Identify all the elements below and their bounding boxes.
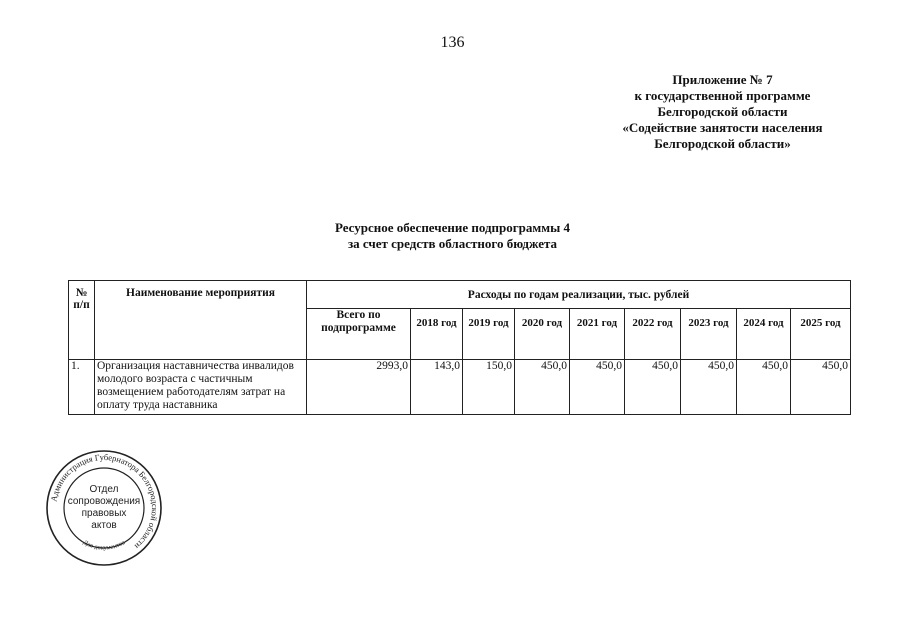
title-line: за счет средств областного бюджета xyxy=(347,236,558,251)
title-line: Ресурсное обеспечение подпрограммы 4 xyxy=(334,220,571,235)
row-value: 450,0 xyxy=(515,360,570,415)
header-year: 2022 год xyxy=(625,309,681,360)
row-name: Организация наставничества инвалидов молодого возраста с частичным возмещением работодателям затрат на оплату труда наставника xyxy=(95,360,307,415)
stamp-center-line: сопровождения xyxy=(67,496,141,507)
appendix-header xyxy=(560,72,885,152)
appendix-line: к государственной программе xyxy=(634,88,811,103)
row-total: 2993,0 xyxy=(307,360,411,415)
header-name: Наименование мероприятия xyxy=(95,281,307,360)
row-value: 450,0 xyxy=(791,360,851,415)
header-expenses: Расходы по годам реализации, тыс. рублей xyxy=(307,281,851,309)
row-value: 450,0 xyxy=(625,360,681,415)
header-number: № п/п xyxy=(69,281,95,360)
document-title xyxy=(0,220,905,252)
header-year: 2023 год xyxy=(681,309,737,360)
row-value: 450,0 xyxy=(681,360,737,415)
row-number: 1. xyxy=(69,360,95,415)
header-year: 2025 год xyxy=(791,309,851,360)
stamp-center-line: правовых xyxy=(81,508,127,519)
stamp-ring-text: Администрация Губернатора Белгородской области xyxy=(48,451,161,552)
row-value: 450,0 xyxy=(570,360,625,415)
appendix-line: Приложение № 7 xyxy=(672,72,773,87)
header-total: Всего по подпрограмме xyxy=(307,309,411,360)
header-year: 2020 год xyxy=(515,309,570,360)
header-year: 2024 год xyxy=(737,309,791,360)
row-value: 450,0 xyxy=(737,360,791,415)
resources-table xyxy=(68,280,851,415)
row-value: 143,0 xyxy=(411,360,463,415)
stamp-center-line: Отдел xyxy=(89,484,119,495)
appendix-line: Белгородской области xyxy=(657,104,788,119)
header-year: 2019 год xyxy=(463,309,515,360)
page-number: 136 xyxy=(440,34,465,51)
header-year: 2021 год xyxy=(570,309,625,360)
stamp-center-line: актов xyxy=(91,520,117,531)
appendix-line: Белгородской области» xyxy=(654,136,791,151)
table-row xyxy=(69,360,851,415)
header-year: 2018 год xyxy=(411,309,463,360)
official-stamp xyxy=(44,448,164,568)
stamp-bottom-text: Для документов xyxy=(81,539,127,552)
row-value: 150,0 xyxy=(463,360,515,415)
appendix-line: «Содействие занятости населения xyxy=(622,120,823,135)
